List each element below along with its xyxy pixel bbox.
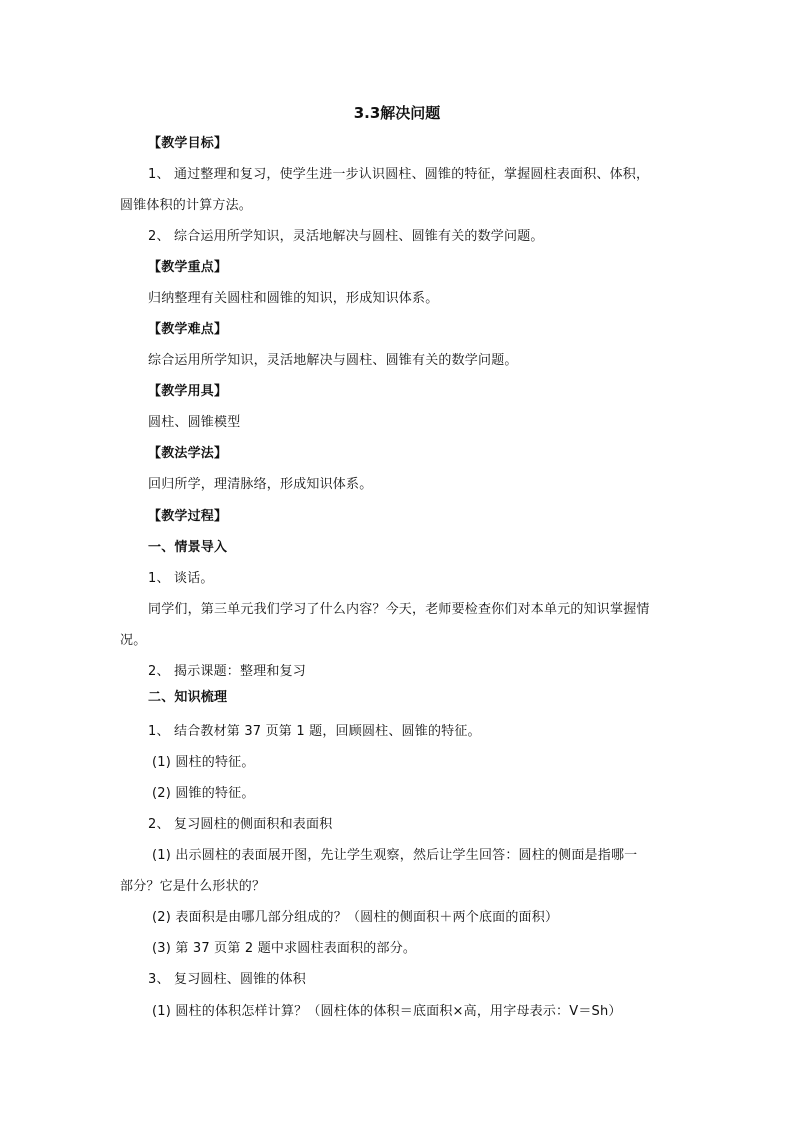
part2-item1: 1、 结合教材第 37 页第 1 题，回顾圆柱、圆锥的特征。 (148, 724, 481, 739)
methods-heading: 【教法学法】 (148, 446, 228, 461)
part2-item2-sub1-line1: (1) 出示圆柱的表面展开图，先让学生观察，然后让学生回答：圆柱的侧面是指哪一 (152, 848, 638, 863)
methods-text: 回归所学，理清脉络，形成知识体系。 (148, 477, 373, 492)
objectives-heading: 【教学目标】 (148, 136, 228, 151)
document-title: 3.3解决问题 (353, 104, 441, 122)
difficulties-text: 综合运用所学知识，灵活地解决与圆柱、圆锥有关的数学问题。 (148, 353, 518, 368)
objective-1-line2: 圆锥体积的计算方法。 (120, 198, 253, 213)
part2-item3-sub1: (1) 圆柱的体积怎样计算？（圆柱体的体积＝底面积×高，用字母表示：V＝Sh） (152, 1004, 622, 1019)
part1-heading: 一、情景导入 (148, 540, 228, 555)
part2-heading: 二、知识梳理 (148, 690, 228, 705)
tools-text: 圆柱、圆锥模型 (148, 415, 241, 430)
part2-item2-sub1-line2: 部分？它是什么形状的？ (120, 879, 266, 894)
part2-item2-sub2: (2) 表面积是由哪几部分组成的？（圆柱的侧面积＋两个底面的面积） (152, 910, 559, 925)
part2-item2-sub3: (3) 第 37 页第 2 题中求圆柱表面积的部分。 (152, 941, 417, 956)
key-points-heading: 【教学重点】 (148, 260, 228, 275)
part2-item1-sub2: (2) 圆锥的特征。 (152, 786, 255, 801)
part2-item3: 3、 复习圆柱、圆锥的体积 (148, 972, 307, 987)
part1-talk-line2: 况。 (120, 633, 147, 648)
process-heading: 【教学过程】 (148, 509, 228, 524)
tools-heading: 【教学用具】 (148, 384, 228, 399)
objective-2: 2、 综合运用所学知识，灵活地解决与圆柱、圆锥有关的数学问题。 (148, 229, 544, 244)
part1-talk-line1: 同学们，第三单元我们学习了什么内容？今天，老师要检查你们对本单元的知识掌握情 (148, 602, 650, 617)
part1-item2: 2、 揭示课题：整理和复习 (148, 664, 307, 679)
part2-item1-sub1: (1) 圆柱的特征。 (152, 755, 255, 770)
difficulties-heading: 【教学难点】 (148, 322, 228, 337)
key-points-text: 归纳整理有关圆柱和圆锥的知识，形成知识体系。 (148, 291, 439, 306)
part2-item2: 2、 复习圆柱的侧面积和表面积 (148, 817, 333, 832)
objective-1-line1: 1、 通过整理和复习，使学生进一步认识圆柱、圆锥的特征，掌握圆柱表面积、体积， (148, 167, 650, 182)
part1-item1: 1、 谈话。 (148, 571, 214, 586)
